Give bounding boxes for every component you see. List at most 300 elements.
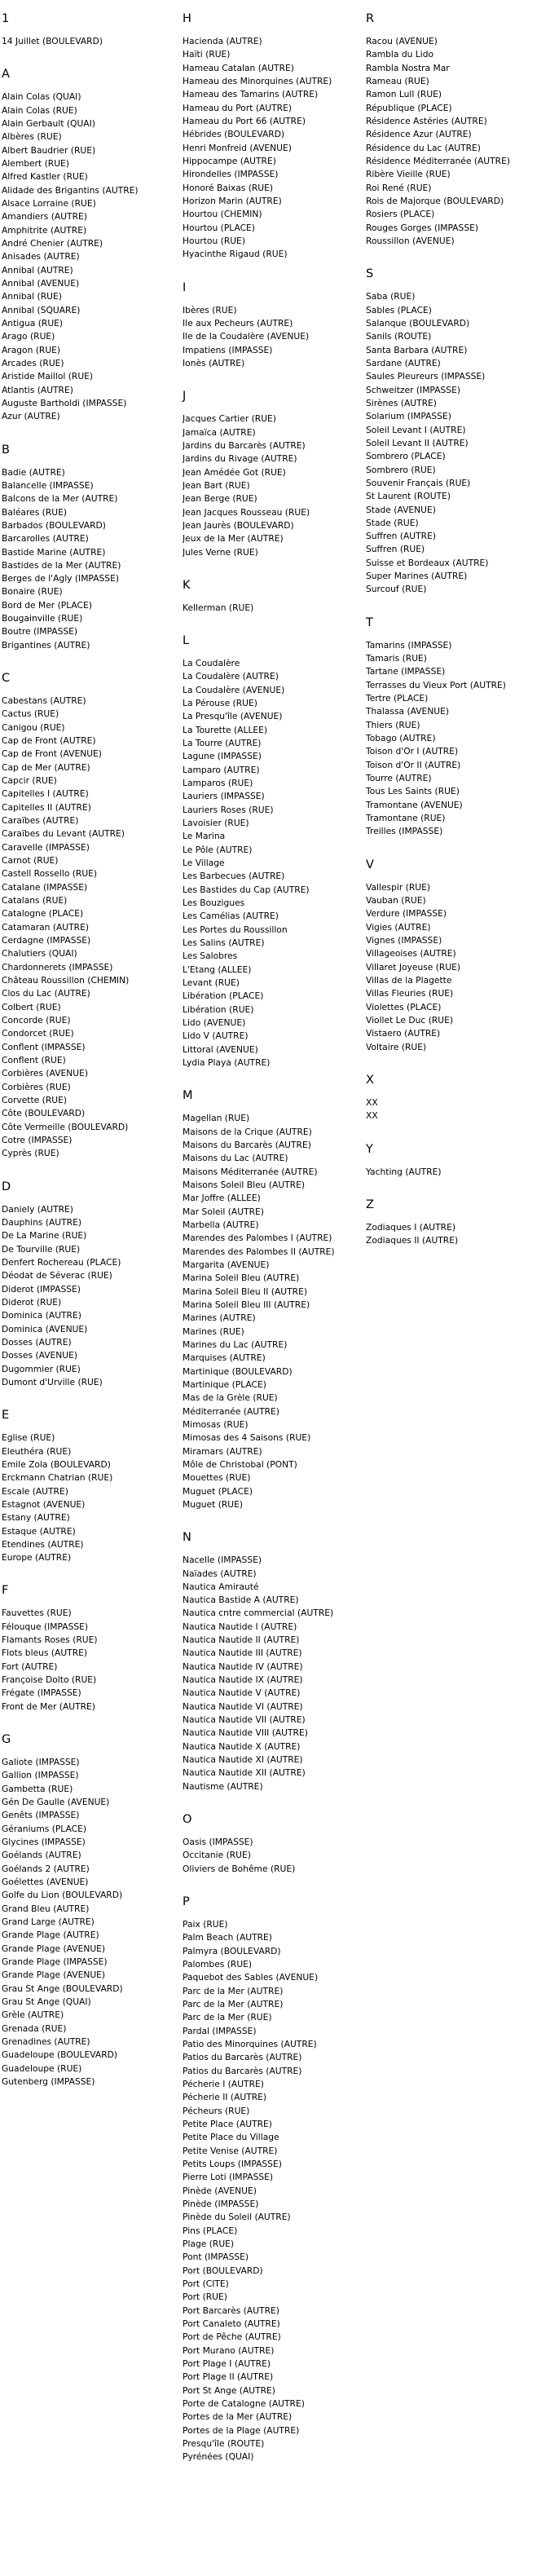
street-name: Oliviers de Bohême (RUE) <box>183 1863 296 1874</box>
street-list <box>183 657 362 1070</box>
street-name: Rouges Gorges (IMPASSE) <box>366 222 479 233</box>
street-name: Flots bleus (AUTRE) <box>2 1647 88 1659</box>
street-name: Nautica Nautide VII (AUTRE) <box>183 1714 306 1726</box>
street-list <box>183 1836 362 1876</box>
street-name: Suisse et Bordeaux (AUTRE) <box>366 557 489 568</box>
street-name: Annibal (RUE) <box>2 291 62 302</box>
street-name: Stade (RUE) <box>366 517 419 528</box>
street-name: Ionès (AUTRE) <box>183 357 245 368</box>
section-letter-heading: G <box>2 1733 11 1747</box>
letter-section <box>366 1073 545 1123</box>
section-letter-heading: C <box>2 672 11 686</box>
street-list <box>2 466 181 653</box>
street-name: Margarita (AVENUE) <box>183 1259 270 1270</box>
street-name: Cap de Front (AVENUE) <box>2 748 102 760</box>
street-name: Hourtou (PLACE) <box>183 222 255 233</box>
street-name: Pécherie I (AUTRE) <box>183 2079 264 2089</box>
street-name: Conflent (IMPASSE) <box>2 1041 86 1052</box>
street-name: Solarium (IMPASSE) <box>366 411 451 422</box>
street-name: Haïti (RUE) <box>183 49 231 60</box>
street-name: Vauban (RUE) <box>366 895 426 906</box>
street-name: Marines du Lac (AUTRE) <box>183 1339 288 1350</box>
street-list <box>366 1096 545 1123</box>
street-name: Maisons Méditerranée (AUTRE) <box>183 1166 318 1177</box>
street-name: Castell Rossello (RUE) <box>2 868 98 880</box>
street-name: Hameau Catalan (AUTRE) <box>183 62 294 73</box>
street-name: Cap de Mer (AUTRE) <box>2 761 90 773</box>
street-name: Mimosas des 4 Saisons (RUE) <box>183 1432 311 1444</box>
street-name: De La Marine (RUE) <box>2 1230 87 1242</box>
section-letter-heading: E <box>2 1409 10 1423</box>
street-name: Honoré Baixas (RUE) <box>183 182 274 193</box>
street-name: Soleil Levant II (AUTRE) <box>366 437 469 448</box>
letter-section <box>183 280 362 371</box>
street-name: Alembert (RUE) <box>2 157 69 169</box>
street-name: Viollet Le Duc (RUE) <box>366 1015 454 1026</box>
street-name: Brigantines (AUTRE) <box>2 639 90 651</box>
street-name: Denfert Rochereau (PLACE) <box>2 1256 121 1268</box>
street-name: Frégate (IMPASSE) <box>2 1687 81 1699</box>
street-name: Annibal (SQUARE) <box>2 304 81 315</box>
street-name: Hourtou (CHEMIN) <box>183 209 262 220</box>
street-name: Toison d'Or I (AUTRE) <box>366 746 459 757</box>
street-name: XX <box>366 1096 378 1108</box>
street-name: Kellerman (RUE) <box>183 602 254 613</box>
street-name: Surcouf (RUE) <box>366 584 427 595</box>
street-name: Tramontane (RUE) <box>366 813 446 824</box>
street-name: Résidence Azur (AUTRE) <box>366 129 472 140</box>
street-name: Super Marines (AUTRE) <box>366 571 468 582</box>
street-name: XX <box>366 1110 378 1122</box>
street-name: Sanils (ROUTE) <box>366 331 432 342</box>
street-name: Rambla Nostra Mar <box>366 62 450 73</box>
street-name: Le Village <box>183 858 225 869</box>
street-name: Nautica Nautide II (AUTRE) <box>183 1634 300 1646</box>
street-name: Le Marina <box>183 831 226 842</box>
street-name: Félouque (IMPASSE) <box>2 1621 89 1632</box>
street-name: Vigies (AUTRE) <box>366 921 431 933</box>
street-name: Jamaïca (AUTRE) <box>183 426 256 438</box>
street-name: Alidade des Brigantins (AUTRE) <box>2 184 139 196</box>
street-name: Port Barcarès (AUTRE) <box>183 2305 279 2316</box>
street-name: Alain Colas (RUE) <box>2 104 77 116</box>
street-name: Maisons du Lac (AUTRE) <box>183 1153 288 1164</box>
letter-section <box>2 1583 181 1714</box>
street-name: Tamaris (RUE) <box>366 653 427 664</box>
street-name: Résidence Méditerranée (AUTRE) <box>366 155 511 166</box>
street-name: Tertre (PLACE) <box>366 693 429 704</box>
street-name: Pierre Loti (IMPASSE) <box>183 2172 274 2183</box>
street-name: Côte Vermeille (BOULEVARD) <box>2 1121 129 1132</box>
street-name: Henri Monfreid (AVENUE) <box>183 142 292 153</box>
street-name: Tous Les Saints (RUE) <box>366 786 460 797</box>
street-name: Jean Bart (RUE) <box>183 479 250 491</box>
street-name: Marendes des Palombes II (AUTRE) <box>183 1246 335 1257</box>
street-name: Diderot (RUE) <box>2 1296 62 1308</box>
street-name: Parc de la Mer (AUTRE) <box>183 1985 284 1996</box>
street-name: Golfe du Lion (BOULEVARD) <box>2 1890 123 1901</box>
street-list <box>366 1166 545 1179</box>
street-name: Santa Barbara (AUTRE) <box>366 344 468 355</box>
street-name: La Coudalère (AVENUE) <box>183 684 285 695</box>
street-name: Ibères (RUE) <box>183 304 237 315</box>
street-name: Caraïbes du Levant (AUTRE) <box>2 828 125 840</box>
street-list <box>2 695 181 1160</box>
street-name: Hameau du Port 66 (AUTRE) <box>183 115 306 126</box>
letter-section <box>2 671 181 1160</box>
letter-section <box>366 267 545 597</box>
street-name: Albères (RUE) <box>2 131 62 143</box>
street-name: Caraïbes (AUTRE) <box>2 815 79 827</box>
street-name: Palombes (RUE) <box>183 1959 253 1970</box>
section-letter-heading: Y <box>366 1142 373 1156</box>
street-name: Treilles (IMPASSE) <box>366 826 443 837</box>
street-name: 14 Juillet (BOULEVARD) <box>2 36 103 46</box>
letter-section <box>183 1812 362 1876</box>
street-name: Goélettes (AVENUE) <box>2 1877 89 1888</box>
street-name: Nautica Nautide VI (AUTRE) <box>183 1700 303 1712</box>
street-name: Port Murano (AUTRE) <box>183 2344 275 2356</box>
street-name: Porte de Catalogne (AUTRE) <box>183 2397 305 2409</box>
street-name: Portes de la Mer (AUTRE) <box>183 2411 293 2423</box>
street-name: Thiers (RUE) <box>366 719 420 730</box>
street-name: Muguet (RUE) <box>183 1498 244 1510</box>
street-name: Résidence Astéries (AUTRE) <box>366 115 487 126</box>
street-name: Nautica Nautide IX (AUTRE) <box>183 1674 303 1686</box>
street-name: Tartane (IMPASSE) <box>366 666 446 677</box>
street-name: Port St Ange (AUTRE) <box>183 2384 275 2396</box>
street-name: Les Barbecues (AUTRE) <box>183 871 285 882</box>
street-name: Pécherie II (AUTRE) <box>183 2092 267 2103</box>
street-list <box>183 1918 362 2464</box>
street-name: Françoise Dolto (RUE) <box>2 1674 97 1686</box>
street-name: Port Plage I (AUTRE) <box>183 2358 271 2369</box>
street-name: St Laurent (ROUTE) <box>366 491 451 502</box>
street-name: Atlantis (AUTRE) <box>2 384 73 395</box>
street-name: Nautica Nautide XII (AUTRE) <box>183 1767 306 1779</box>
street-name: Jacques Cartier (RUE) <box>183 413 276 425</box>
street-name: Grenada (RUE) <box>2 2022 67 2034</box>
letter-section <box>183 1895 362 2464</box>
street-name: Muguet (PLACE) <box>183 1485 253 1497</box>
street-name: Nautica Nautide V (AUTRE) <box>183 1687 301 1699</box>
street-name: Les Salins (AUTRE) <box>183 937 265 949</box>
letter-section <box>2 67 181 423</box>
street-name: Jardins du Barcarès (AUTRE) <box>183 439 306 451</box>
street-name: Aristide Maillol (RUE) <box>2 371 94 382</box>
street-name: Maisons de la Crique (AUTRE) <box>183 1126 312 1137</box>
street-name: Goélands 2 (AUTRE) <box>2 1863 90 1874</box>
street-name: Grande Plage (AVENUE) <box>2 1969 106 1981</box>
section-letter-heading: V <box>366 858 374 871</box>
street-name: Nautica Nautide X (AUTRE) <box>183 1740 301 1752</box>
index-column-2 <box>183 11 362 2483</box>
street-name: Berges de l'Agly (IMPASSE) <box>2 573 119 584</box>
street-name: Marquises (AUTRE) <box>183 1352 266 1364</box>
section-letter-heading: H <box>183 12 191 25</box>
street-name: Diderot (IMPASSE) <box>2 1283 81 1295</box>
street-name: Cyprès (RUE) <box>2 1148 59 1159</box>
street-list <box>183 602 362 615</box>
letter-section <box>366 1142 545 1179</box>
section-letter-heading: O <box>183 1813 192 1827</box>
street-name: Marina Soleil Bleu II (AUTRE) <box>183 1286 307 1297</box>
street-name: Ribère Vieille (RUE) <box>366 169 451 180</box>
street-list <box>366 290 545 597</box>
street-name: Lavoisier (RUE) <box>183 818 249 829</box>
street-name: Chardonnerets (IMPASSE) <box>2 961 113 973</box>
street-name: Lido V (AUTRE) <box>183 1030 249 1042</box>
street-name: Hameau des Minorquines (AUTRE) <box>183 75 332 86</box>
section-letter-heading: P <box>183 1895 190 1909</box>
street-name: Occitanie (RUE) <box>183 1850 251 1861</box>
street-name: Marines (RUE) <box>183 1325 244 1337</box>
letter-section <box>183 1530 362 1793</box>
street-name: Dumont d'Urville (RUE) <box>2 1376 103 1387</box>
street-name: Badie (AUTRE) <box>2 466 65 478</box>
street-name: Naïades (AUTRE) <box>183 1568 257 1579</box>
street-name: Pinède du Soleil (AUTRE) <box>183 2212 291 2223</box>
street-name: Grande Plage (IMPASSE) <box>2 1956 108 1968</box>
street-name: Thalassa (AVENUE) <box>366 706 450 717</box>
street-name: Plage (RUE) <box>183 2238 235 2249</box>
section-letter-heading: K <box>183 578 191 592</box>
street-name: Emile Zola (BOULEVARD) <box>2 1458 111 1470</box>
street-name: Palm Beach (AUTRE) <box>183 1932 272 1943</box>
street-name: La Pérouse (RUE) <box>183 698 257 709</box>
street-name: Sables (PLACE) <box>366 304 432 315</box>
street-name: Jardins du Rivage (AUTRE) <box>183 453 297 465</box>
street-name: Hirondelles (IMPASSE) <box>183 169 279 180</box>
street-name: Fauvettes (RUE) <box>2 1608 72 1619</box>
street-name: Nautica Nautide I (AUTRE) <box>183 1621 297 1632</box>
street-name: Nautica Nautide III (AUTRE) <box>183 1647 302 1659</box>
street-name: Géraniums (PLACE) <box>2 1823 87 1834</box>
letter-section <box>2 1732 181 2089</box>
street-name: Capitelles II (AUTRE) <box>2 801 91 813</box>
section-letter-heading: M <box>183 1089 193 1103</box>
street-name: Jean Jacques Rousseau (RUE) <box>183 506 310 518</box>
street-name: Grande Plage (AVENUE) <box>2 1943 106 1954</box>
street-name: Marendes des Palombes I (AUTRE) <box>183 1233 332 1244</box>
street-list <box>2 35 181 48</box>
street-name: Grande Plage (AUTRE) <box>2 1930 99 1941</box>
street-name: Sombrero (PLACE) <box>366 451 446 462</box>
street-name: Grèle (AUTRE) <box>2 2009 64 2021</box>
street-name: Les Camélias (AUTRE) <box>183 911 279 922</box>
street-name: Verdure (IMPASSE) <box>366 908 447 920</box>
street-name: Jean Jaurès (BOULEVARD) <box>183 519 294 531</box>
street-name: Impatiens (IMPASSE) <box>183 344 273 355</box>
street-name: Magellan (RUE) <box>183 1113 250 1124</box>
street-name: Zodiaques II (AUTRE) <box>366 1235 459 1246</box>
letter-section <box>2 443 181 653</box>
section-letter-heading: Z <box>366 1198 374 1211</box>
street-name: Balancelle (IMPASSE) <box>2 479 94 491</box>
street-name: Barcarolles (AUTRE) <box>2 533 89 545</box>
street-name: Boutre (IMPASSE) <box>2 626 78 637</box>
street-name: Front de Mer (AUTRE) <box>2 1700 95 1712</box>
street-name: Saba (RUE) <box>366 291 416 302</box>
letter-section <box>183 1088 362 1511</box>
street-name: Pardal (IMPASSE) <box>183 2025 257 2036</box>
street-name: Pécheurs (RUE) <box>183 2105 250 2116</box>
street-name: Albert Baudrier (RUE) <box>2 144 96 156</box>
street-name: Miramars (AUTRE) <box>183 1445 262 1457</box>
letter-section <box>2 1180 181 1390</box>
street-name: Soleil Levant I (AUTRE) <box>366 424 466 435</box>
street-name: Nacelle (IMPASSE) <box>183 1555 262 1566</box>
street-name: Cotre (IMPASSE) <box>2 1134 73 1145</box>
street-name: Portes de la Plage (AUTRE) <box>183 2424 300 2436</box>
street-name: Port (CITE) <box>183 2278 229 2289</box>
street-name: Sardane (AUTRE) <box>366 357 441 368</box>
street-name: Petite Place (AUTRE) <box>183 2118 272 2129</box>
street-name: Colbert (RUE) <box>2 1001 61 1012</box>
street-name: Nautica Nautide IV (AUTRE) <box>183 1661 303 1672</box>
street-name: Amandiers (AUTRE) <box>2 211 87 223</box>
street-name: Lagune (IMPASSE) <box>183 751 262 762</box>
street-name: Alfred Kastler (RUE) <box>2 171 88 183</box>
street-list <box>183 35 362 262</box>
street-name: Maisons Soleil Bleu (AUTRE) <box>183 1179 306 1190</box>
street-name: Condorcet (RUE) <box>2 1028 74 1039</box>
street-name: Catalane (IMPASSE) <box>2 881 88 893</box>
street-name: Alain Gerbault (QUAI) <box>2 117 95 129</box>
street-name: Terrasses du Vieux Port (AUTRE) <box>366 679 506 690</box>
section-letter-heading: S <box>366 267 374 281</box>
street-name: Port Canaleto (AUTRE) <box>183 2318 280 2329</box>
street-name: Europe (AUTRE) <box>2 1552 72 1564</box>
street-name: Cactus (RUE) <box>2 708 59 720</box>
street-name: Daniely (AUTRE) <box>2 1203 73 1215</box>
street-name: Gambetta (RUE) <box>2 1783 73 1794</box>
section-letter-heading: B <box>2 443 10 457</box>
street-name: Annibal (AVENUE) <box>2 277 80 289</box>
street-name: La Coudalère <box>183 658 240 669</box>
section-letter-heading: I <box>183 280 187 294</box>
street-name: Saules Pleureurs (IMPASSE) <box>366 371 486 382</box>
street-name: Chalutiers (QUAI) <box>2 948 77 959</box>
street-name: Canigou (RUE) <box>2 721 65 733</box>
street-name: Stade (AVENUE) <box>366 504 436 515</box>
street-name: Anisades (AUTRE) <box>2 251 80 262</box>
street-name: Eleuthéra (RUE) <box>2 1445 72 1457</box>
street-name: Alsace Lorraine (RUE) <box>2 197 96 209</box>
street-name: Rambla du Lido <box>366 49 434 60</box>
street-name: La Tourette (ALLEE) <box>183 724 268 735</box>
street-name: Annibal (AUTRE) <box>2 264 73 276</box>
street-name: Caravelle (IMPASSE) <box>2 841 90 853</box>
street-name: Arago (RUE) <box>2 331 55 342</box>
street-name: Corbières (AVENUE) <box>2 1068 89 1079</box>
street-name: Presqu'île (ROUTE) <box>183 2437 265 2449</box>
street-name: Bougainville (RUE) <box>2 613 83 624</box>
street-name: Toison d'Or II (AUTRE) <box>366 759 461 770</box>
street-name: Arcades (RUE) <box>2 357 64 368</box>
street-name: Zodiaques I (AUTRE) <box>366 1221 455 1233</box>
letter-section <box>183 578 362 615</box>
street-name: Ile aux Pecheurs (AUTRE) <box>183 317 293 329</box>
section-letter-heading: T <box>366 615 373 629</box>
street-name: Les Bastides du Cap (AUTRE) <box>183 884 310 895</box>
street-name: Schweitzer (IMPASSE) <box>366 384 460 395</box>
street-name: Auguste Bartholdi (IMPASSE) <box>2 397 127 408</box>
street-name: Lamparos (RUE) <box>183 778 253 789</box>
street-name: Gén De Gaulle (AVENUE) <box>2 1797 110 1808</box>
street-name: Lamparo (AUTRE) <box>183 764 260 775</box>
street-name: Martinique (BOULEVARD) <box>183 1365 293 1377</box>
street-name: Maisons du Barcarès (AUTRE) <box>183 1139 311 1150</box>
section-letter-heading: N <box>183 1531 191 1545</box>
street-name: Escale (AUTRE) <box>2 1485 68 1497</box>
street-name: Parc de la Mer (AUTRE) <box>183 1999 284 2010</box>
street-name: Dominica (AUTRE) <box>2 1310 81 1321</box>
street-name: La Tourre (AUTRE) <box>183 738 262 749</box>
street-name: Suffren (RUE) <box>366 544 425 555</box>
street-name: Mimosas (RUE) <box>183 1418 249 1430</box>
street-list <box>183 304 362 371</box>
street-name: Grau St Ange (BOULEVARD) <box>2 1983 123 1994</box>
street-list <box>183 412 362 559</box>
street-name: Vistaero (AUTRE) <box>366 1028 441 1039</box>
street-name: Marina Soleil Bleu III (AUTRE) <box>183 1299 310 1310</box>
street-name: Paquebot des Sables (AVENUE) <box>183 1972 319 1983</box>
street-name: Roi René (RUE) <box>366 182 432 193</box>
street-name: Nautica Bastide A (AUTRE) <box>183 1595 299 1606</box>
street-name: Petite Venise (AUTRE) <box>183 2145 278 2156</box>
street-name: Capitelles I (AUTRE) <box>2 788 89 800</box>
street-name: Suffren (AUTRE) <box>366 531 437 542</box>
street-list <box>366 881 545 1054</box>
street-name: Môle de Christobal (PONT) <box>183 1458 297 1470</box>
street-name: Les Salobres <box>183 951 238 962</box>
street-name: Villas Fleuries (RUE) <box>366 988 454 999</box>
section-letter-heading: D <box>2 1180 11 1193</box>
street-name: Hourtou (RUE) <box>183 235 245 246</box>
street-name: Pins (PLACE) <box>183 2225 238 2236</box>
street-name: Dominica (AVENUE) <box>2 1323 88 1334</box>
street-name: Galiote (IMPASSE) <box>2 1757 80 1768</box>
street-name: Levant (RUE) <box>183 977 240 989</box>
street-name: Eglise (RUE) <box>2 1432 55 1444</box>
street-name: Cap de Front (AUTRE) <box>2 735 96 747</box>
letter-section <box>183 11 362 262</box>
street-name: Clos du Lac (AUTRE) <box>2 988 90 999</box>
street-name: Ramon Lull (RUE) <box>366 89 442 100</box>
street-name: Bastide Marine (AUTRE) <box>2 546 106 558</box>
street-list <box>2 1203 181 1390</box>
street-name: Catamaran (AUTRE) <box>2 921 90 933</box>
street-name: Erckmann Chatrian (RUE) <box>2 1472 113 1484</box>
street-name: Tobago (AUTRE) <box>366 733 436 744</box>
street-name: Déodat de Séverac (RUE) <box>2 1270 112 1281</box>
street-name: Port (RUE) <box>183 2291 227 2303</box>
street-name: Dauphins (AUTRE) <box>2 1216 81 1228</box>
street-name: Méditerranée (AUTRE) <box>183 1405 279 1417</box>
street-name: Pont (IMPASSE) <box>183 2252 249 2263</box>
street-name: La Presqu'île (AVENUE) <box>183 711 283 722</box>
street-name: Tamarins (IMPASSE) <box>366 639 452 651</box>
street-name: Hippocampe (AUTRE) <box>183 155 276 166</box>
street-name: Marines (AUTRE) <box>183 1312 256 1324</box>
street-name: Azur (AUTRE) <box>2 411 60 422</box>
street-name: Nautica Nautide XI (AUTRE) <box>183 1754 303 1766</box>
street-name: De Tourville (RUE) <box>2 1243 81 1255</box>
street-name: Bonaire (RUE) <box>2 586 63 598</box>
street-name: Horizon Marin (AUTRE) <box>183 195 282 206</box>
street-name: Rois de Majorque (BOULEVARD) <box>366 195 504 206</box>
